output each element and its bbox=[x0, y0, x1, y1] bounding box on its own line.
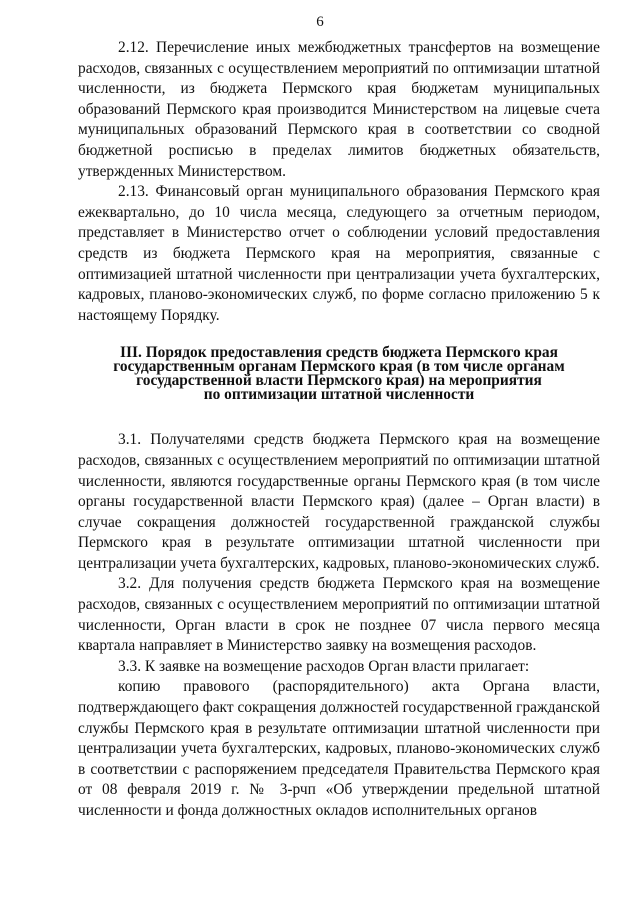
section-heading-line: государственной власти Пермского края) на мероприятия bbox=[136, 372, 542, 390]
section-heading-line: по оптимизации штатной численности bbox=[203, 386, 475, 404]
spacer bbox=[78, 402, 600, 430]
paragraph-3-2: 3.2. Для получения средств бюджета Пермского края на возмещение расходов, связанных с осуществлением мероприятий по оптимизации штатной численности, Орган власти в срок не позднее 07 числа первого месяца квартала направляет в Министерство заявку на возмещения расходов. bbox=[78, 575, 600, 655]
paragraph-2-13: 2.13. Финансовый орган муниципального образования Пермского края ежеквартально, до 10 числа месяца, следующего за отчетным периодом, представляет в Министерство отчет о соблюдении условий предоставления средств из бюджета Пермского края на мероприятия, связанные с оптимизацией штатной численности при централизации учета бухгалтерских, кадровых, планово-экономических служб, по форме согласно приложению 5 к настоящему Порядку. bbox=[78, 183, 600, 324]
section-heading-line: III. Порядок предоставления средств бюджета Пермского края bbox=[120, 344, 558, 362]
paragraph-3-3-item: копию правового (распорядительного) акта Органа власти, подтверждающего факт сокращения должностей государственной гражданской службы Пермского края в результате оптимизации штатной численности при централизации учета бухгалтерских, кадровых, планово-экономических служб в соответствии с распоряжением председателя Правительства Пермского края от 08 февраля 2019 г. № 3-рчп «Об утверждении предельной штатной численности и фонда должностных окладов исполнительных органов bbox=[78, 678, 600, 819]
paragraph-3-3: 3.3. К заявке на возмещение расходов Орган власти прилагает: bbox=[118, 657, 530, 675]
page-number: 6 bbox=[316, 14, 324, 30]
document-body bbox=[78, 38, 600, 822]
section-heading-line: государственным органам Пермского края (в том числе органам bbox=[113, 358, 565, 376]
paragraph-3-1: 3.1. Получателями средств бюджета Пермского края на возмещение расходов, связанных с осуществлением мероприятий по оптимизации штатной численности, являются государственные органы Пермского края (в том числе органы государственной власти Пермского края) (далее – Орган власти) в случае сокращения должностей государственной гражданской службы Пермского края в результате оптимизации штатной численности при централизации учета бухгалтерских, кадровых, планово-экономических служб. bbox=[78, 431, 600, 572]
paragraph-2-12: 2.12. Перечисление иных межбюджетных трансфертов на возмещение расходов, связанных с осуществлением мероприятий по оптимизации штатной численности, из бюджета Пермского края бюджетам муниципальных образований Пермского края производится Министерством на лицевые счета муниципальных образований Пермского края в соответствии со сводной бюджетной росписью в пределах лимитов бюджетных обязательств, утвержденных Министерством. bbox=[78, 39, 600, 180]
section-heading bbox=[78, 346, 600, 402]
